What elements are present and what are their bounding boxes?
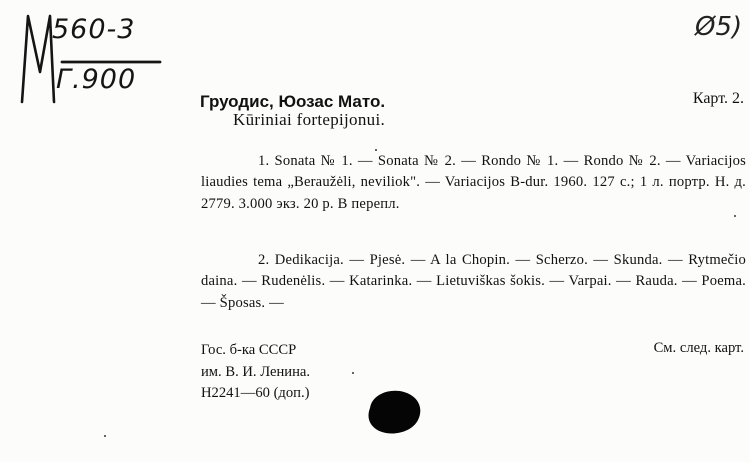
paper-speck <box>734 215 736 217</box>
shelfmark-bottom: Г.900 <box>56 64 137 95</box>
paper-speck <box>375 149 377 151</box>
library-record-number: Н2241—60 (доп.) <box>201 385 310 402</box>
library-name: Гос. б-ка СССР <box>201 342 297 358</box>
paper-speck <box>104 435 106 437</box>
see-next-card: См. след. карт. <box>653 340 744 356</box>
shelfmark-top: 560-3 <box>52 14 136 45</box>
entry-volume-1: 1. Sonata № 1. — Sonata № 2. — Rondo № 1. — Rondo № 2. — Variacijos liaudies tema „Beraužėli, neviliok". — Variacijos B-dur. 1960. 127 с.; 1 л. портр. Н. д. 2779. 3.000 экз. 20 р. В перепл. <box>201 153 746 212</box>
library-imprint <box>201 340 310 405</box>
paper-speck <box>352 372 354 374</box>
entry-volume-2: 2. Dedikacija. — Pjesė. — A la Chopin. — Scherzo. — Skunda. — Rytmečio daina. — Rudenėlis. — Katarinka. — Lietuviškas šokis. — Varpai. — Rauda. — Poema. — Šposas. — <box>201 252 746 311</box>
shelfmark <box>16 10 166 110</box>
handwritten-corner-mark: Ø5) <box>695 12 743 42</box>
card-number: Карт. 2. <box>692 90 744 107</box>
work-title: Kūriniai fortepijonui. <box>233 110 386 129</box>
ink-blot <box>362 384 424 438</box>
library-dedication: им. В. И. Ленина. <box>201 363 311 380</box>
author-heading: Груодис, Юозас Мато. <box>200 92 386 111</box>
